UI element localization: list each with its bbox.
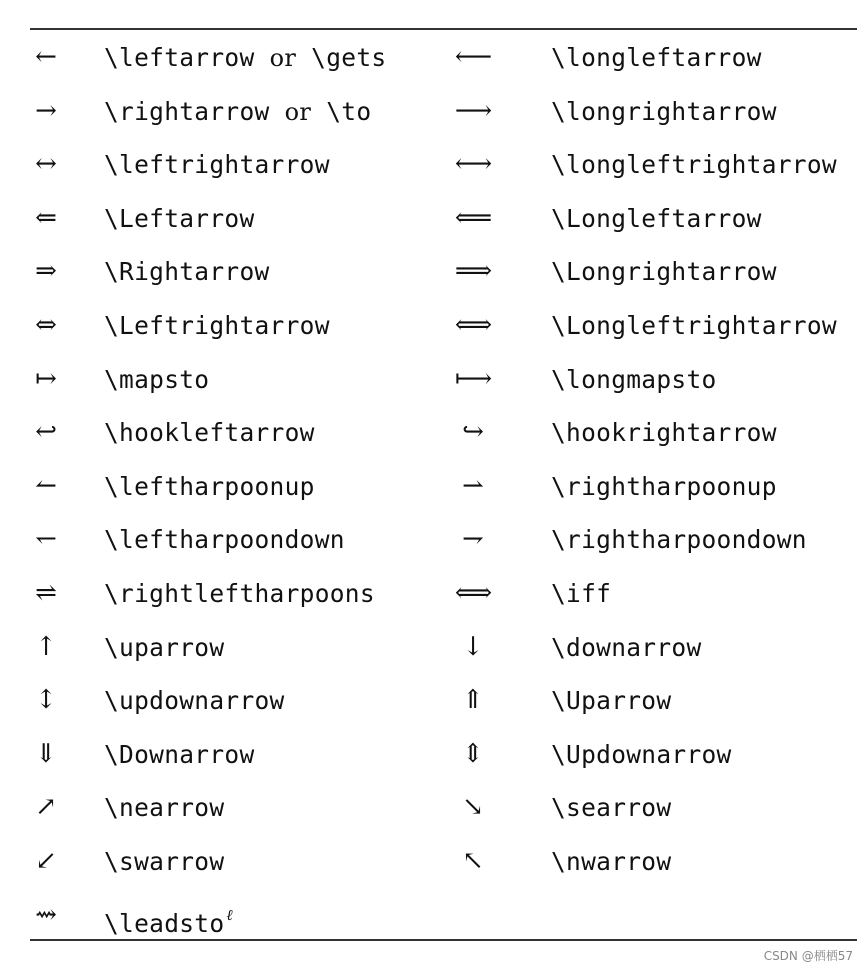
command-name: \longleftrightarrow xyxy=(551,150,837,180)
rightharpoondown-symbol: ⇁ xyxy=(462,524,484,555)
double-leftrightarrow-symbol: ⇔ xyxy=(35,309,57,340)
command-name: \rightharpoonup xyxy=(551,471,777,501)
leftharpoondown-symbol: ↽ xyxy=(35,524,57,555)
double-leftarrow-symbol: ⇐ xyxy=(35,202,57,233)
double-uparrow-symbol: ⇑ xyxy=(462,685,484,716)
long-double-leftrightarrow-symbol: ⟺ xyxy=(454,309,492,340)
table-row xyxy=(0,567,865,621)
command-name: \Downarrow xyxy=(104,739,255,769)
longmapsto-symbol: ⟼ xyxy=(454,363,492,394)
table-row xyxy=(0,85,865,139)
long-double-rightarrow-symbol: ⟹ xyxy=(454,256,492,287)
longrightarrow-symbol: ⟶ xyxy=(454,95,492,126)
command-name: \updownarrow xyxy=(104,686,285,716)
updownarrow-symbol: ↕ xyxy=(35,685,57,716)
iff-symbol: ⟺ xyxy=(454,577,492,608)
command-name: \Longleftrightarrow xyxy=(551,310,837,340)
command-name: \iff xyxy=(551,578,612,608)
rightarrow-symbol: → xyxy=(35,95,57,126)
double-downarrow-symbol: ⇓ xyxy=(35,738,57,769)
nwarrow-symbol: ↖ xyxy=(462,845,484,876)
table-bottom-rule xyxy=(30,939,857,941)
leftarrow-symbol: ← xyxy=(35,42,57,72)
command-name: \searrow xyxy=(551,793,672,823)
table-row xyxy=(0,781,865,835)
swarrow-symbol: ↙ xyxy=(35,845,57,876)
command-name: \rightarrow xyxy=(104,96,270,126)
command-name: \hookleftarrow xyxy=(104,418,315,448)
table-row xyxy=(0,192,865,246)
command-name: \leftarrow xyxy=(104,43,255,72)
table-row xyxy=(0,31,865,85)
table-row xyxy=(0,245,865,299)
searrow-symbol: ↘ xyxy=(462,792,484,823)
command-name: \hookrightarrow xyxy=(551,418,777,448)
command-name: \leftrightarrow xyxy=(104,150,330,180)
table-row xyxy=(0,728,865,782)
command-name: \Leftrightarrow xyxy=(104,310,330,340)
table-top-rule xyxy=(30,28,857,30)
table-row xyxy=(0,621,865,675)
hookrightarrow-symbol: ↪ xyxy=(462,417,484,448)
command-name: \longrightarrow xyxy=(551,96,777,126)
command-name: \Longrightarrow xyxy=(551,257,777,287)
command-cell xyxy=(104,889,233,943)
table-row xyxy=(0,513,865,567)
command-name: \mapsto xyxy=(104,364,210,394)
command-name: \Longleftarrow xyxy=(551,203,762,233)
uparrow-symbol: ↑ xyxy=(35,631,57,662)
leadsto-symbol: ⇝ xyxy=(35,899,57,930)
footnote-marker: ℓ xyxy=(226,905,233,924)
command-name: \nwarrow xyxy=(551,846,672,876)
table-row xyxy=(0,674,865,728)
command-name: \rightharpoondown xyxy=(551,525,807,555)
leftharpoonup-symbol: ↼ xyxy=(35,470,57,501)
nearrow-symbol: ↗ xyxy=(35,792,57,823)
table-row xyxy=(0,460,865,514)
command-name: \swarrow xyxy=(104,846,225,876)
command-name: \leftharpoondown xyxy=(104,525,345,555)
command-cell xyxy=(104,31,386,85)
command-name: \Rightarrow xyxy=(104,257,270,287)
mapsto-symbol: ↦ xyxy=(35,363,57,394)
table-row xyxy=(0,406,865,460)
long-double-leftarrow-symbol: ⟸ xyxy=(454,202,492,233)
arrow-symbols-table xyxy=(0,31,865,942)
command-alias: \gets xyxy=(311,43,387,72)
command-name: \longleftarrow xyxy=(551,43,762,72)
longleftrightarrow-symbol: ⟷ xyxy=(454,149,492,180)
downarrow-symbol: ↓ xyxy=(462,631,484,662)
or-word: or xyxy=(269,44,297,72)
command-cell xyxy=(104,85,371,139)
table-row xyxy=(0,889,865,943)
or-word: or xyxy=(284,97,312,126)
double-updownarrow-symbol: ⇕ xyxy=(462,738,484,769)
command-name: \Updownarrow xyxy=(551,739,732,769)
command-alias: \to xyxy=(326,96,372,126)
longleftarrow-symbol: ⟵ xyxy=(454,42,492,72)
table-row xyxy=(0,299,865,353)
command-name: \longmapsto xyxy=(551,364,717,394)
command-name: \rightleftharpoons xyxy=(104,578,375,608)
table-row xyxy=(0,353,865,407)
table-row xyxy=(0,835,865,889)
command-name: \leftharpoonup xyxy=(104,471,315,501)
leftrightarrow-symbol: ↔ xyxy=(35,149,57,180)
command-name: \leadsto xyxy=(104,908,225,938)
command-name: \Uparrow xyxy=(551,686,672,716)
watermark: CSDN @栖栖57 xyxy=(763,949,853,963)
rightleftharpoons-symbol: ⇌ xyxy=(35,577,57,608)
command-name: \Leftarrow xyxy=(104,203,255,233)
hookleftarrow-symbol: ↩ xyxy=(35,417,57,448)
double-rightarrow-symbol: ⇒ xyxy=(35,256,57,287)
command-name: \uparrow xyxy=(104,632,225,662)
table-row xyxy=(0,138,865,192)
rightharpoonup-symbol: ⇀ xyxy=(462,470,484,501)
command-name: \downarrow xyxy=(551,632,702,662)
command-name: \nearrow xyxy=(104,793,225,823)
